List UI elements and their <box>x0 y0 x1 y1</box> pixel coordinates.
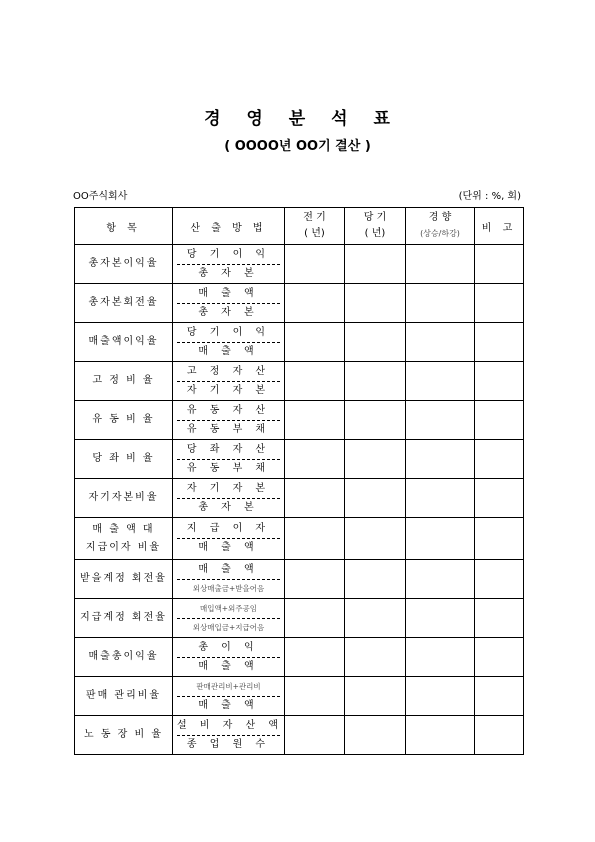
remark-cell[interactable] <box>475 518 524 560</box>
table-row <box>75 284 524 323</box>
prev-period-cell[interactable] <box>285 323 345 362</box>
table-row <box>75 323 524 362</box>
formula-denominator: 총 자 본 <box>198 306 259 318</box>
formula-numerator: 지 급 이 자 <box>177 520 280 539</box>
remark-cell[interactable] <box>475 440 524 479</box>
header-prev-year: ( 년) <box>304 228 325 239</box>
curr-period-cell[interactable] <box>345 362 406 401</box>
trend-cell[interactable] <box>406 677 475 716</box>
prev-period-cell[interactable] <box>285 362 345 401</box>
curr-period-cell[interactable] <box>345 440 406 479</box>
header-curr-year: ( 년) <box>364 228 386 239</box>
analysis-table <box>74 207 524 755</box>
remark-cell[interactable] <box>475 284 524 323</box>
header-trend-label: 경 향 <box>428 212 452 223</box>
row-item-label: 매 출 액 대 <box>92 523 155 535</box>
row-item-cell <box>75 716 173 755</box>
row-item-label: 유 동 비 율 <box>92 414 155 425</box>
prev-period-cell[interactable] <box>285 440 345 479</box>
curr-period-cell[interactable] <box>345 479 406 518</box>
formula-denominator: 총 자 본 <box>198 267 259 279</box>
trend-cell[interactable] <box>406 560 475 599</box>
row-item-cell <box>75 323 173 362</box>
trend-cell[interactable] <box>406 245 475 284</box>
row-item-label: 자기자본비율 <box>88 492 159 503</box>
row-item-cell <box>75 599 173 638</box>
trend-cell[interactable] <box>406 716 475 755</box>
formula-numerator: 고 정 자 산 <box>177 363 280 382</box>
formula-numerator: 당 기 이 익 <box>177 246 280 265</box>
curr-period-cell[interactable] <box>345 284 406 323</box>
curr-period-cell[interactable] <box>345 401 406 440</box>
remark-cell[interactable] <box>475 560 524 599</box>
row-method-cell <box>173 479 285 518</box>
prev-period-cell[interactable] <box>285 560 345 599</box>
table-row <box>75 638 524 677</box>
header-item: 항 목 <box>75 208 173 245</box>
table-row <box>75 518 524 560</box>
prev-period-cell[interactable] <box>285 677 345 716</box>
trend-cell[interactable] <box>406 518 475 560</box>
formula-denominator: 유 동 부 채 <box>186 423 271 435</box>
prev-period-cell[interactable] <box>285 638 345 677</box>
row-method-cell <box>173 440 285 479</box>
trend-cell[interactable] <box>406 401 475 440</box>
row-item-cell <box>75 245 173 284</box>
trend-cell[interactable] <box>406 599 475 638</box>
table-row <box>75 245 524 284</box>
row-item-cell <box>75 362 173 401</box>
row-item-cell <box>75 440 173 479</box>
table-row <box>75 599 524 638</box>
row-item-cell <box>75 638 173 677</box>
row-item-cell <box>75 560 173 599</box>
company-name: OO주식회사 <box>73 191 128 202</box>
row-item-cell <box>75 479 173 518</box>
row-method-cell <box>173 677 285 716</box>
row-method-cell <box>173 323 285 362</box>
formula-denominator: 매 출 액 <box>198 699 259 711</box>
row-item-label: 당 좌 비 율 <box>92 453 155 464</box>
row-method-cell <box>173 362 285 401</box>
curr-period-cell[interactable] <box>345 638 406 677</box>
header-remark: 비 고 <box>475 208 524 245</box>
row-method-cell <box>173 245 285 284</box>
row-method-cell <box>173 560 285 599</box>
formula-denominator: 자 기 자 본 <box>186 384 271 396</box>
row-item-label: 판매 관리비율 <box>85 690 162 701</box>
row-item-label: 총자본회전율 <box>88 297 159 308</box>
prev-period-cell[interactable] <box>285 245 345 284</box>
formula-numerator: 설 비 자 산 액 <box>177 717 280 736</box>
prev-period-cell[interactable] <box>285 518 345 560</box>
row-item-label: 지급계정 회전율 <box>80 612 167 623</box>
prev-period-cell[interactable] <box>285 599 345 638</box>
row-item-label: 매출총이익율 <box>88 651 159 662</box>
remark-cell[interactable] <box>475 677 524 716</box>
unit-label: (단위 : %, 회) <box>458 191 521 202</box>
row-item-label: 받을계정 회전율 <box>80 573 167 584</box>
header-trend <box>406 208 475 245</box>
table-row <box>75 401 524 440</box>
table-row <box>75 479 524 518</box>
trend-cell[interactable] <box>406 479 475 518</box>
prev-period-cell[interactable] <box>285 479 345 518</box>
trend-cell[interactable] <box>406 362 475 401</box>
formula-numerator: 매 출 액 <box>177 561 280 580</box>
row-item-cell <box>75 518 173 560</box>
table-body <box>75 245 524 755</box>
row-method-cell <box>173 284 285 323</box>
header-method: 산 출 방 법 <box>173 208 285 245</box>
table-row <box>75 677 524 716</box>
remark-cell[interactable] <box>475 716 524 755</box>
formula-denominator: 매 출 액 <box>198 660 259 672</box>
row-item-label: 매출액이익율 <box>88 336 159 347</box>
formula-denominator: 종 업 원 수 <box>186 738 271 750</box>
formula-numerator: 판매관리비+관리비 <box>177 678 280 697</box>
curr-period-cell[interactable] <box>345 599 406 638</box>
document-title: 경 영 분 석 표 <box>204 109 391 129</box>
curr-period-cell[interactable] <box>345 716 406 755</box>
prev-period-cell[interactable] <box>285 284 345 323</box>
formula-denominator: 유 동 부 채 <box>186 462 271 474</box>
remark-cell[interactable] <box>475 638 524 677</box>
table-row <box>75 560 524 599</box>
curr-period-cell[interactable] <box>345 560 406 599</box>
row-item-cell <box>75 284 173 323</box>
header-row <box>75 208 524 245</box>
curr-period-cell[interactable] <box>345 245 406 284</box>
table-row <box>75 716 524 755</box>
formula-numerator: 총 이 익 <box>177 639 280 658</box>
row-item-label: 고 정 비 율 <box>92 375 155 386</box>
row-item-label: 총자본이익율 <box>88 258 159 269</box>
formula-numerator: 당 기 이 익 <box>177 324 280 343</box>
remark-cell[interactable] <box>475 599 524 638</box>
header-trend-note: (상승/하강) <box>420 229 460 238</box>
header-curr-label: 당 기 <box>363 212 387 223</box>
trend-cell[interactable] <box>406 284 475 323</box>
remark-cell[interactable] <box>475 479 524 518</box>
formula-denominator: 외상매출금+받을어음 <box>192 583 265 593</box>
header-prev-label: 전 기 <box>303 212 326 223</box>
curr-period-cell[interactable] <box>345 677 406 716</box>
remark-cell[interactable] <box>475 323 524 362</box>
header-prev-period <box>285 208 345 245</box>
table-row <box>75 362 524 401</box>
curr-period-cell[interactable] <box>345 323 406 362</box>
formula-numerator: 자 기 자 본 <box>177 480 280 499</box>
row-method-cell <box>173 401 285 440</box>
row-item-cell <box>75 677 173 716</box>
formula-numerator: 매 출 액 <box>177 285 280 304</box>
header-curr-period <box>345 208 406 245</box>
formula-numerator: 매입액+외주공임 <box>177 600 280 619</box>
trend-cell[interactable] <box>406 440 475 479</box>
formula-denominator: 외상매입금+지급어음 <box>192 622 265 632</box>
row-method-cell <box>173 638 285 677</box>
formula-numerator: 당 좌 자 산 <box>177 441 280 460</box>
trend-cell[interactable] <box>406 323 475 362</box>
table-row <box>75 440 524 479</box>
formula-denominator: 매 출 액 <box>198 542 259 553</box>
remark-cell[interactable] <box>475 401 524 440</box>
row-method-cell <box>173 518 285 560</box>
curr-period-cell[interactable] <box>345 518 406 560</box>
formula-numerator: 유 동 자 산 <box>177 402 280 421</box>
row-method-cell <box>173 716 285 755</box>
row-item-label-line2: 지급이자 비율 <box>85 541 162 553</box>
prev-period-cell[interactable] <box>285 716 345 755</box>
formula-denominator: 총 자 본 <box>198 501 259 513</box>
row-item-label: 노 동 장 비 율 <box>83 729 163 740</box>
document-subtitle: ( OOOO년 OO기 결산 ) <box>224 139 371 154</box>
remark-cell[interactable] <box>475 245 524 284</box>
formula-denominator: 매 출 액 <box>198 345 259 357</box>
remark-cell[interactable] <box>475 362 524 401</box>
prev-period-cell[interactable] <box>285 401 345 440</box>
trend-cell[interactable] <box>406 638 475 677</box>
row-item-cell <box>75 401 173 440</box>
row-method-cell <box>173 599 285 638</box>
